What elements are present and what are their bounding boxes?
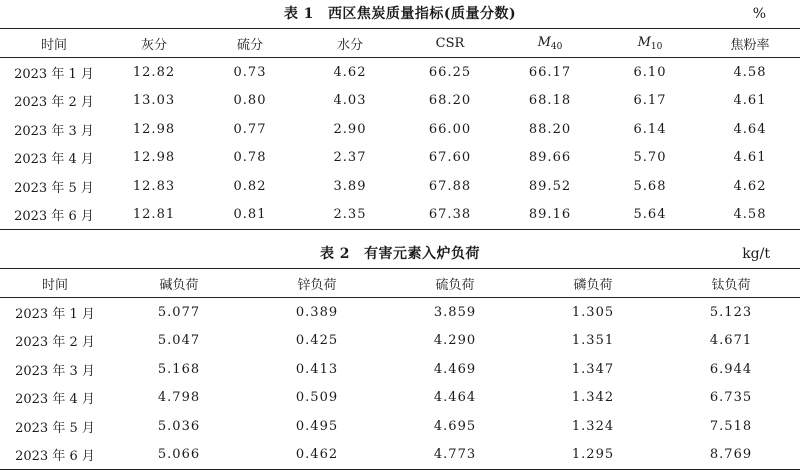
table2-cell-value: 5.077 (157, 304, 201, 320)
table2-header-sulfur: 硫负荷 (386, 269, 524, 298)
table2-unit: kg/t (742, 246, 770, 262)
table1-cell-value: 2.37 (333, 150, 367, 166)
table1-header-coke-powder: 焦粉率 (700, 29, 800, 58)
table1-cell-value: 4.61 (733, 93, 767, 109)
table1-header-m10-sub: 10 (650, 41, 663, 52)
table2-title: 有害元素入炉负荷 (364, 246, 481, 262)
table1-number: 表 1 (283, 6, 314, 22)
table1-cell-value: 0.82 (233, 178, 267, 194)
table1-header-time: 时间 (0, 29, 108, 58)
table1-header-csr: CSR (400, 29, 500, 58)
table2-caption-row (0, 240, 800, 268)
table2-block (0, 240, 800, 470)
table2-cell-value: 8.769 (662, 441, 800, 470)
table1-cell-value: 5.70 (633, 150, 667, 166)
table1-cell-value: 2.35 (300, 201, 400, 230)
table2-cell-value: 5.036 (157, 418, 201, 434)
table2-cell-value: 5.123 (709, 304, 753, 320)
table1-cell-value: 4.62 (733, 178, 767, 194)
table1-cell-date: 2023 年 1 月 (14, 66, 94, 82)
table1-body (0, 58, 800, 230)
table1-cell-value: 12.81 (108, 201, 200, 230)
table1-cell-value: 4.62 (333, 64, 367, 80)
table2-cell-value: 1.324 (571, 418, 615, 434)
table1-cell-date: 2023 年 3 月 (14, 123, 94, 139)
table1-header-moisture: 水分 (300, 29, 400, 58)
table2-header-alkali: 碱负荷 (110, 269, 248, 298)
table1-cell-date: 2023 年 2 月 (14, 95, 94, 111)
table1-cell-value: 13.03 (132, 93, 176, 109)
table1-row (0, 87, 800, 116)
table2-caption (0, 240, 800, 268)
table2-cell-value: 0.425 (295, 333, 339, 349)
table2-cell-value: 5.168 (157, 361, 201, 377)
table1-cell-value: 5.68 (633, 178, 667, 194)
table1-row (0, 115, 800, 144)
table2 (0, 268, 800, 470)
table1-title: 西区焦炭质量指标(质量分数) (327, 6, 517, 22)
table1-cell-value: 4.61 (733, 150, 767, 166)
table1-row (0, 172, 800, 201)
table2-cell-value: 4.798 (157, 390, 201, 406)
table2-cell-value: 6.944 (709, 361, 753, 377)
table1-caption (0, 0, 800, 28)
table2-cell-value: 4.290 (433, 333, 477, 349)
table2-cell-value: 4.695 (433, 418, 477, 434)
table1-cell-value: 0.80 (233, 93, 267, 109)
table1-cell-value: 4.58 (700, 201, 800, 230)
table1-cell-value: 3.89 (333, 178, 367, 194)
table2-cell-value: 5.047 (157, 333, 201, 349)
table1-cell-value: 89.16 (500, 201, 600, 230)
table1-cell-value: 12.98 (132, 121, 176, 137)
table1-header-m40-sub: 40 (550, 41, 563, 52)
table1 (0, 28, 800, 230)
table1-unit: % (752, 6, 766, 22)
table2-cell-value: 4.671 (709, 333, 753, 349)
table2-row (0, 355, 800, 384)
table2-cell-date: 2023 年 3 月 (15, 363, 95, 379)
table2-cell-value: 4.469 (433, 361, 477, 377)
table2-header-time: 时间 (0, 269, 110, 298)
table2-row (0, 298, 800, 327)
table2-number: 表 2 (319, 246, 351, 262)
table1-cell-value: 88.20 (528, 121, 572, 137)
table2-cell-value: 6.735 (709, 390, 753, 406)
table1-cell-value: 67.88 (428, 178, 472, 194)
table2-header-row (0, 269, 800, 298)
table1-header-row (0, 29, 800, 58)
table1-cell-date: 2023 年 6 月 (0, 201, 108, 230)
table2-cell-value: 3.859 (433, 304, 477, 320)
table1-cell-value: 2.90 (333, 121, 367, 137)
table2-cell-date: 2023 年 1 月 (15, 306, 95, 322)
table2-row (0, 327, 800, 356)
table1-cell-value: 12.98 (132, 150, 176, 166)
table1-row (0, 144, 800, 173)
table1-cell-value: 66.25 (428, 64, 472, 80)
table2-cell-value: 0.509 (295, 390, 339, 406)
table1-cell-value: 66.17 (528, 64, 572, 80)
table2-cell-date: 2023 年 4 月 (15, 392, 95, 408)
table1-header-m10-letter: M (637, 34, 651, 50)
table1-cell-value: 4.64 (733, 121, 767, 137)
table1-cell-value: 6.17 (633, 93, 667, 109)
table2-cell-value: 5.066 (110, 441, 248, 470)
table2-cell-value: 7.518 (709, 418, 753, 434)
table1-cell-value: 6.10 (633, 64, 667, 80)
table2-cell-value: 0.389 (295, 304, 339, 320)
table1-row (0, 201, 800, 230)
table2-cell-value: 1.295 (524, 441, 662, 470)
table1-cell-value: 68.18 (528, 93, 572, 109)
table1-cell-value: 89.66 (528, 150, 572, 166)
table1-cell-value: 67.38 (400, 201, 500, 230)
table2-cell-value: 4.464 (433, 390, 477, 406)
table1-cell-value: 66.00 (428, 121, 472, 137)
table1-cell-value: 0.73 (233, 64, 267, 80)
table1-cell-value: 4.03 (333, 93, 367, 109)
table1-header-m40-letter: M (537, 34, 551, 50)
table2-cell-value: 0.462 (248, 441, 386, 470)
table2-row (0, 441, 800, 470)
table2-cell-value: 4.773 (386, 441, 524, 470)
table1-cell-value: 89.52 (528, 178, 572, 194)
table1-header-ash: 灰分 (108, 29, 200, 58)
table1-cell-value: 4.58 (733, 64, 767, 80)
table2-row (0, 384, 800, 413)
table2-header-zinc: 锌负荷 (248, 269, 386, 298)
table1-cell-value: 68.20 (428, 93, 472, 109)
table1-caption-row (0, 0, 800, 28)
table2-cell-value: 1.351 (571, 333, 615, 349)
table1-cell-value: 0.78 (233, 150, 267, 166)
table2-cell-value: 0.413 (295, 361, 339, 377)
table1-cell-value: 12.83 (132, 178, 176, 194)
table2-cell-value: 1.305 (571, 304, 615, 320)
table2-row (0, 412, 800, 441)
table2-cell-value: 1.342 (571, 390, 615, 406)
table1-cell-value: 0.77 (233, 121, 267, 137)
table1-row (0, 58, 800, 87)
table1-cell-value: 5.64 (600, 201, 700, 230)
table1-header-m10 (600, 29, 700, 58)
table2-header-titanium: 钛负荷 (662, 269, 800, 298)
table2-cell-date: 2023 年 5 月 (15, 420, 95, 436)
table2-header-phosphorus: 磷负荷 (524, 269, 662, 298)
table2-cell-value: 1.347 (571, 361, 615, 377)
table1-cell-value: 6.14 (633, 121, 667, 137)
table2-body (0, 298, 800, 470)
table1-cell-value: 0.81 (200, 201, 300, 230)
table1-cell-value: 67.60 (428, 150, 472, 166)
table2-cell-date: 2023 年 6 月 (0, 441, 110, 470)
table1-cell-value: 12.82 (132, 64, 176, 80)
table1-block (0, 0, 800, 230)
table1-cell-date: 2023 年 4 月 (14, 152, 94, 168)
table2-cell-date: 2023 年 2 月 (15, 335, 95, 351)
table2-cell-value: 0.495 (295, 418, 339, 434)
table1-header-sulfur: 硫分 (200, 29, 300, 58)
table1-header-m40 (500, 29, 600, 58)
table1-cell-date: 2023 年 5 月 (14, 180, 94, 196)
